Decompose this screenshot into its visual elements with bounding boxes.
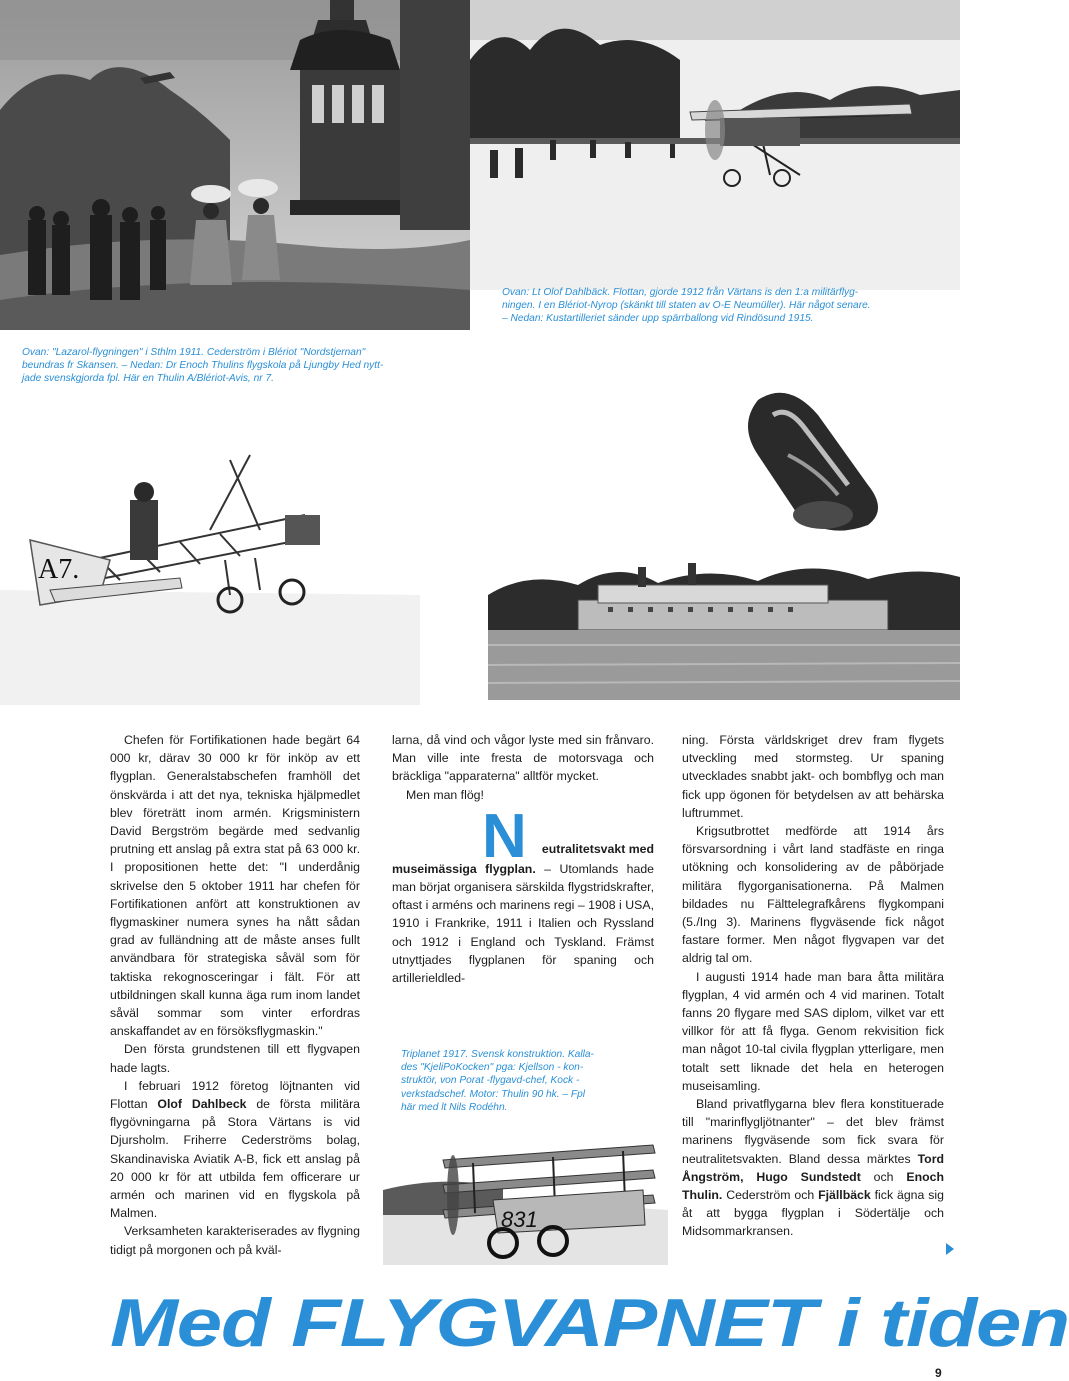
paragraph: larna, då vind och vågor lyste med sin frånvaro. Man ville inte fresta de motorsvaga och bräckliga "apparaterna" alltför mycket. xyxy=(392,733,654,784)
name-olof-dahlbeck: Olof Dahlbeck xyxy=(157,1097,247,1112)
text-span: de första militära flygövningarna på Stora Värtans is vid Djursholm. Friherre Cederströms bolag, Skandinaviska Aviatik A-B, fick ett anslag på 20 000 kr för att utbilda fem officerare ur armén och marinen vid en flygskola på Malmen. xyxy=(110,1097,361,1221)
caption-line: ningen. I en Blériot-Nyrop (skänkt till staten av O-E Neumüller). Här något senare. xyxy=(502,300,871,312)
paragraph: Men man flög! xyxy=(406,787,484,802)
caption-top-left xyxy=(22,346,482,386)
photo-barrage-balloon xyxy=(488,345,960,700)
series-headline: Med FLYGVAPNET i tiden xyxy=(110,1285,1069,1361)
page-number: 9 xyxy=(935,1366,942,1380)
heading-line-1: eutralitetsvakt med xyxy=(541,841,654,856)
text-span: I februari 1912 företog löjtnanten vid Flottan xyxy=(110,1078,360,1112)
continue-arrow-icon xyxy=(946,1243,954,1255)
photo-bleriot-image xyxy=(470,0,960,290)
caption-line: Triplanet 1917. Svensk konstruktion. Kalla- xyxy=(401,1049,594,1060)
caption-line: beundras fr Skansen. – Nedan: Dr Enoch Thulins flygskola på Ljungby Hed nytt- xyxy=(22,360,384,372)
heading-line-2: museimässiga flygplan. xyxy=(392,861,536,876)
paragraph: Den första grundstenen till ett flygvapen hade lagts. xyxy=(110,1042,360,1075)
paragraph xyxy=(392,860,654,987)
paragraph: Verksamheten karakteriserades av flygning tidigt på morgonen och på kväl- xyxy=(110,1224,360,1257)
caption-line: här med lt Nils Rodéhn. xyxy=(401,1101,508,1113)
article-column-2 xyxy=(392,731,654,987)
caption-line: Ovan: Lt Olof Dahlbäck. Flottan, gjorde 1912 från Värtans is den 1:a militärflyg- xyxy=(502,287,859,298)
photo-thulin-image xyxy=(0,420,420,705)
caption-line: Ovan: "Lazarol-flygningen" i Sthlm 1911. Cederström i Blériot "Nordstjernan" xyxy=(22,347,366,358)
paragraph xyxy=(110,1077,360,1223)
paragraph: ning. Första världskriget drev fram flygets utveckling med stormsteg. Ur spaning utvecklades snabbt jakt- och bombflyg och man fick upp ögonen för betydelsen av att behärska luftrummet. xyxy=(682,733,944,820)
triplane-number: 831 xyxy=(501,1207,538,1232)
text-span: Bland privatflygarna blev flera konstituerade till "marinflygljötnanter" – det blev främst marinens flygväsende som fick svara för neutralitetsvakten. Bland dessa märktes xyxy=(682,1097,944,1166)
caption-triplane xyxy=(401,1048,663,1114)
photo-triplane xyxy=(383,1115,668,1265)
drop-cap: N xyxy=(482,801,527,871)
plane-a7-label: A7. xyxy=(38,554,80,585)
article-column-3 xyxy=(682,731,944,1241)
article-column-1 xyxy=(110,731,360,1259)
text-span: och xyxy=(860,1169,907,1184)
name-enoch-thulin: Enoch Thulin. xyxy=(682,1169,944,1203)
photo-thulin-a7 xyxy=(0,420,420,705)
photo-pavilion-spectators xyxy=(0,0,470,330)
paragraph: Chefen för Fortifikationen hade begärt 64 000 kr, därav 30 000 kr för inköp av ett flygplan. Generalstabschefen framhöll det önskvärda i att det nya, tekniska hjälpmedlet blev företrätt inom armén. Krigsministern David Bergström begärde med sedvanlig prutning ett anslag på extra stat på 63 000 kr. I propositionen hette det: "I underdånig skrivelse den 5 oktober 1911 har chefen för Fortifikationen anfört att konstruktionen av flygmaskiner numera synes ha nått sådan grad av fulländning att de måste anses fullt användbara för strategiska såväl som för taktiska rekognosceringar i fält. För att utbildningen skall kunna äga rum inom landet såväl sommar som vinter erfordras anskaffandet av en försöksflygmaskin." xyxy=(110,733,360,1039)
photo-balloon-image xyxy=(488,345,960,700)
caption-top-right xyxy=(502,286,952,326)
caption-line: – Nedan: Kustartilleriet sänder upp spärrballong vid Rindösund 1915. xyxy=(502,313,814,325)
photo-triplane-image xyxy=(383,1115,668,1265)
caption-line: struktör, von Porat -flygavd-chef, Kock - xyxy=(401,1075,580,1087)
caption-line: verkstadschef. Motor: Thulin 90 hk. – Fpl xyxy=(401,1088,586,1100)
names-bold: Tord Ångström, Hugo Sundstedt xyxy=(682,1151,944,1184)
caption-line: jade svenskgjorda fpl. Här en Thulin A/Blériot-Avis, nr 7. xyxy=(22,373,274,385)
photo-bleriot-ice xyxy=(470,0,960,290)
name-fjallback: Fjällbäck xyxy=(818,1188,871,1203)
text-span: Cederström och xyxy=(722,1188,819,1203)
photo-pavilion-image xyxy=(0,0,470,330)
paragraph: I augusti 1914 hade man bara åtta militära flygplan, 4 vid armén och 4 vid marinen. Totalt fanns 20 flygare med SAS diplom, vilket var ett villkor för att få flyga. Genom rekvisition fick man något 10-tal civila flygplan ytterligare, men totalt sett liknade det hela en heterogen museisamling. xyxy=(682,969,944,1093)
text-span: fick ägna sig åt att bygga flygplan i Södertälje och Midsommarkransen. xyxy=(682,1188,944,1239)
paragraph: Krigsutbrottet medförde att 1914 års försvarsordning i vårt land stadfäste en ringa utökning och konsolidering av de påbörjade militära flygorganisationerna. På Malmen bildades nu Fälttelegrafkårens flygkompani (5./Ing 3). Marinens flygväsende fick något fastare former. Men något flygvapen var det aldrig tal om. xyxy=(682,824,944,966)
paragraph xyxy=(682,1095,944,1241)
caption-line: des "KjeliPoKocken" pga: Kjellson - kon- xyxy=(401,1062,584,1074)
text-span: – Utomlands hade man börjat organisera särskilda flygstridskrafter, oftast i arméns och marinens regi – 1908 i USA, 1910 i Frankrike, 1911 i Italien och Ryssland och 1912 i England och Tyskland. Främst utnyttjades flygplanen för spaning och artillerieldled- xyxy=(392,861,654,986)
